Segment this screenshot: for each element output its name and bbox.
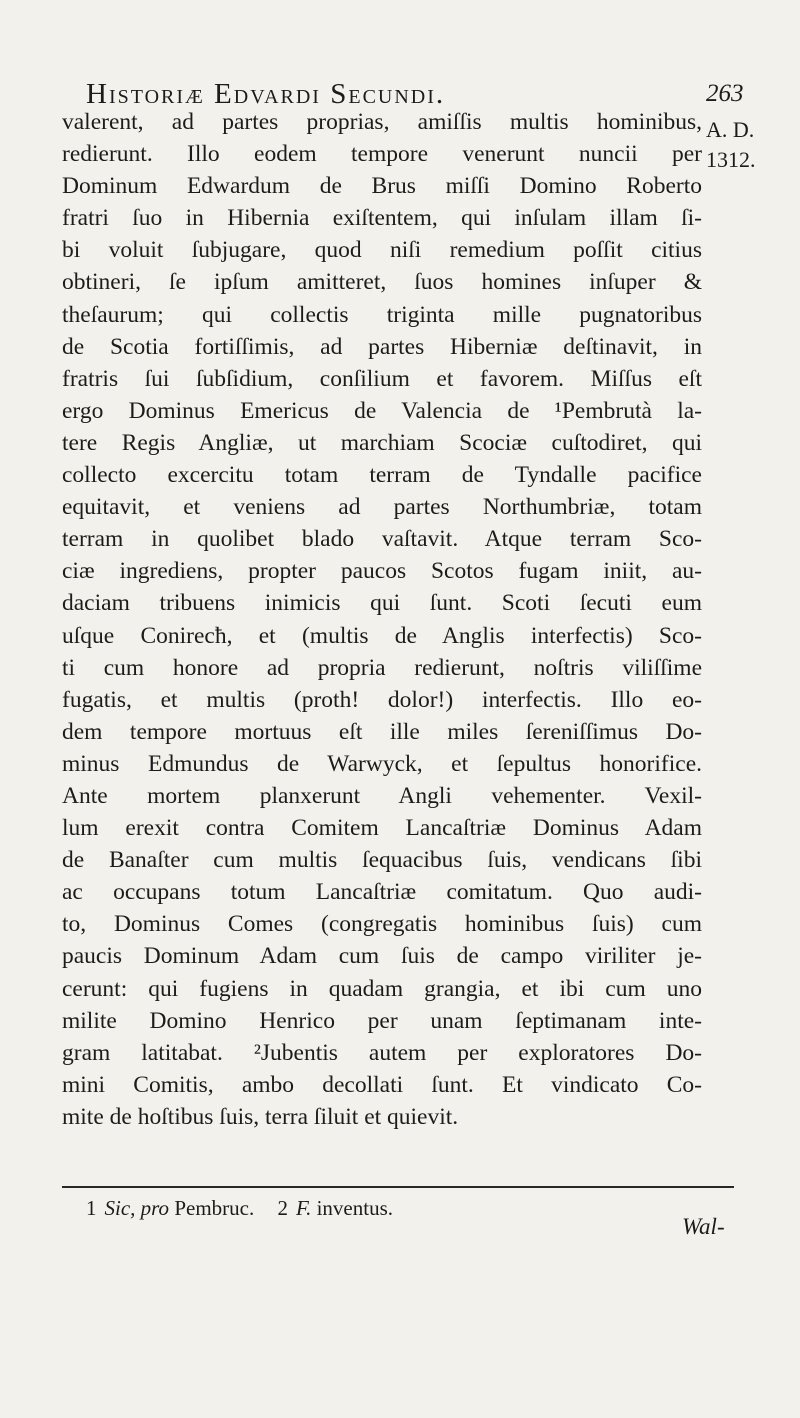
text-line: ciæ ingrediens, propter paucos Scotos fugam iniit, au- [62, 558, 702, 585]
text-line: terram in quolibet blado vaſtavit. Atque terram Sco- [62, 526, 702, 553]
running-title: Historiæ Edvardi Secundi. [86, 78, 446, 110]
text-line: mite de hoſtibus ſuis, terra ſiluit et quievit. [62, 1103, 459, 1130]
text-line: valerent, ad partes proprias, amiſſis multis hominibus, [62, 109, 702, 135]
footnote-2 [277, 1196, 393, 1220]
text-line: obtineri, ſe ipſum amitteret, ſuos homines inſuper & [62, 269, 702, 296]
text-line: de Scotia fortiſſimis, ad partes Hiberniæ deſtinavit, in [62, 333, 702, 360]
body-text [62, 106, 702, 1133]
footnote-number: 1 [86, 1196, 97, 1220]
text-line: to, Dominus Comes (congregatis hominibus ſuis) cum [62, 911, 702, 938]
margin-note-year [706, 115, 756, 175]
text-line: tere Regis Angliæ, ut marchiam Scociæ cuſtodiret, qui [62, 429, 702, 456]
footnote-number: 2 [277, 1196, 288, 1220]
text-line: fugatis, et multis (proth! dolor!) interfectis. Illo eo- [62, 686, 702, 713]
text-line: ti cum honore ad propria redierunt, noſtris viliſſime [62, 654, 702, 681]
footnote-1 [86, 1196, 259, 1220]
text-line: redierunt. Illo eodem tempore venerunt nuncii per [62, 141, 702, 168]
text-line: collecto excercitu totam terram de Tyndalle pacifice [62, 462, 702, 489]
footnote-label: F. [295, 1196, 312, 1220]
footnote-text: Pembruc. [174, 1196, 255, 1220]
text-line: milite Domino Henrico per unam ſeptimanam inte- [62, 1007, 702, 1034]
text-line: cerunt: qui fugiens in quadam grangia, et ibi cum uno [62, 975, 702, 1002]
footnote-label: Sic, pro [104, 1196, 170, 1220]
footnotes [86, 1196, 411, 1221]
text-line: de Banaſter cum multis ſequacibus ſuis, vendicans ſibi [62, 847, 702, 874]
text-line: gram latitabat. ²Jubentis autem per exploratores Do- [62, 1039, 702, 1066]
text-line: Ante mortem planxerunt Angli vehementer. Vexil- [62, 782, 702, 809]
text-line: uſque Conirecħ, et (multis de Anglis interfectis) Sco- [62, 622, 702, 649]
text-line: minus Edmundus de Warwyck, et ſepultus honorifice. [62, 750, 702, 777]
text-line: dem tempore mortuus eſt ille miles ſereniſſimus Do- [62, 718, 702, 745]
text-line: paucis Dominum Adam cum ſuis de campo viriliter je- [62, 943, 702, 970]
margin-note-year-value: 1312. [706, 147, 756, 172]
text-line: ergo Dominus Emericus de Valencia de ¹Pembrutà la- [62, 397, 702, 424]
footnote-text: inventus. [316, 1196, 394, 1220]
text-line: equitavit, et veniens ad partes Northumbriæ, totam [62, 494, 702, 521]
page-number: 263 [706, 80, 744, 107]
text-line: theſaurum; qui collectis triginta mille pugnatoribus [62, 301, 702, 328]
text-line: Dominum Edwardum de Brus miſſi Domino Roberto [62, 173, 702, 200]
footnote-divider [62, 1186, 734, 1188]
text-line: bi voluit ſubjugare, quod niſi remedium poſſit citius [62, 237, 702, 264]
text-line: mini Comitis, ambo decollati ſunt. Et vindicato Co- [62, 1071, 702, 1098]
text-line: fratris ſui ſubſidium, conſilium et favorem. Miſſus eſt [62, 365, 702, 392]
catchword: Wal- [682, 1214, 725, 1239]
text-line: ac occupans totum Lancaſtriæ comitatum. Quo audi- [62, 879, 702, 906]
text-line: lum erexit contra Comitem Lancaſtriæ Dominus Adam [62, 815, 702, 842]
text-line: fratri ſuo in Hibernia exiſtentem, qui inſulam illam ſi- [62, 205, 702, 232]
margin-note-era: A. D. [706, 117, 755, 142]
text-line: daciam tribuens inimicis qui ſunt. Scoti ſecuti eum [62, 590, 702, 617]
